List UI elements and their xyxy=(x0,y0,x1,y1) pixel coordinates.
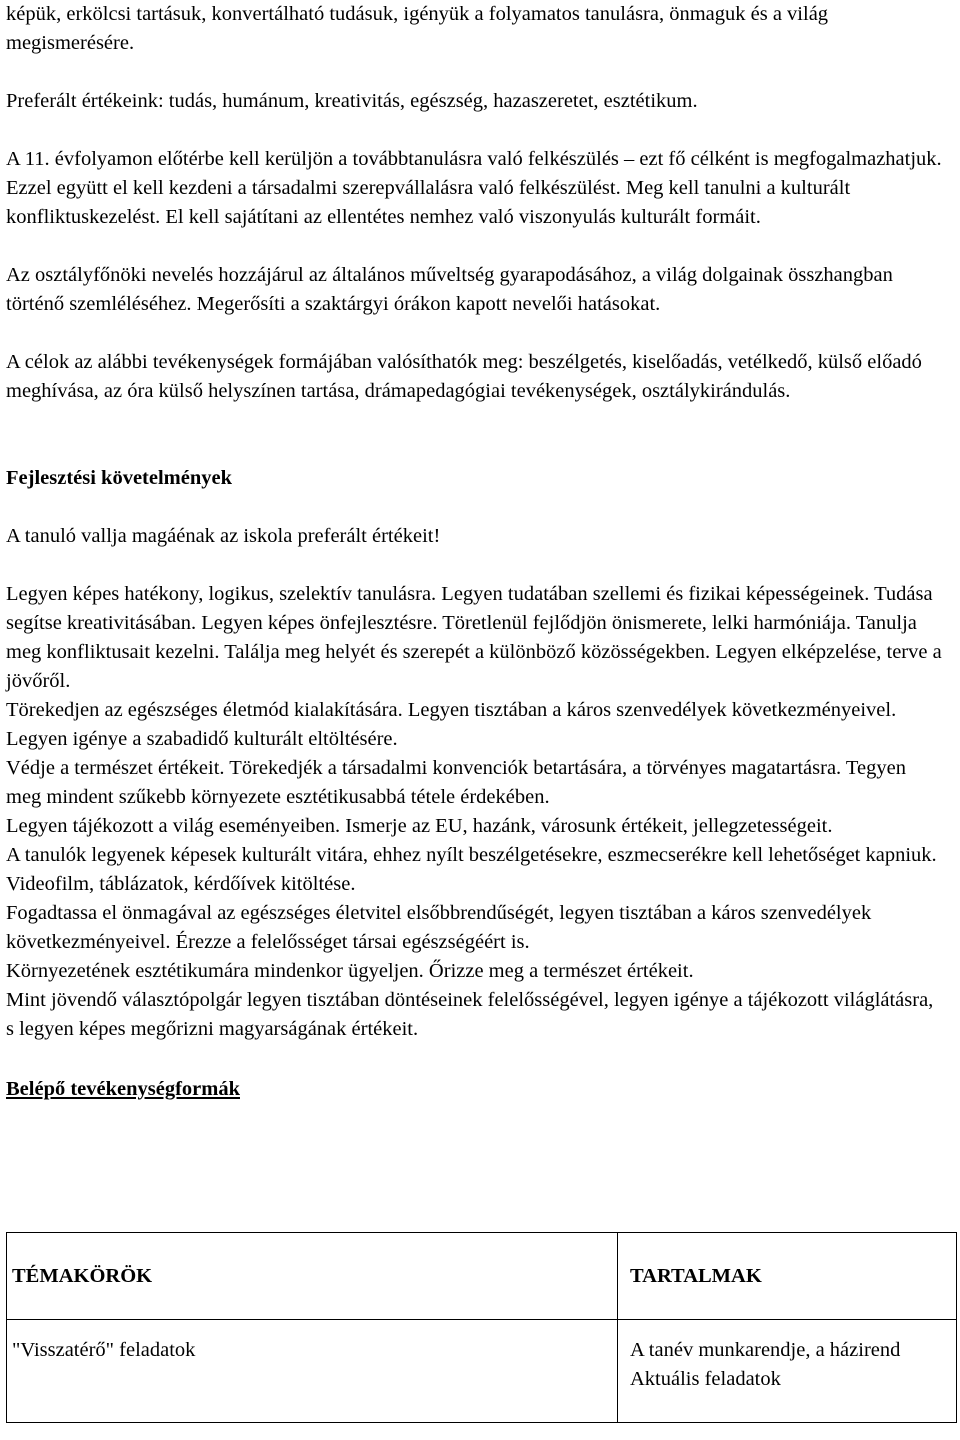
document-page xyxy=(6,0,946,1104)
section-heading-requirements: Fejlesztési követelmények xyxy=(6,467,232,489)
paragraph-activities: A célok az alábbi tevékenységek formájában valósíthatók meg: beszélgetés, kiselőadás, vetélkedő, külső előadó meghívása, az óra külső helyszínen tartása, drámapedagógiai tevékenységek, osztálykirándulás. xyxy=(6,351,922,402)
topics-table xyxy=(6,1232,957,1423)
cell-content xyxy=(618,1320,957,1423)
paragraph-grade-11: A 11. évfolyamon előtérbe kell kerüljön a továbbtanulásra való felkészülés – ezt fő célként is megfogalmazhatjuk. Ezzel együtt el kell kezdeni a társadalmi szerepvállalásra való felkészülést. Meg kell tanulni a kulturált konfliktuskezelést. El kell sajátítani az ellentétes nemhez való viszonyulás kulturált formáit. xyxy=(6,148,942,228)
requirement-item: Mint jövendő választópolgár legyen tisztában döntéseinek felelősségével, legyen igénye a tájékozott világlátásra, s legyen képes megőrizni magyarságának értékeit. xyxy=(6,989,934,1040)
cell-topic: "Visszatérő" feladatok xyxy=(7,1320,618,1423)
paragraph-homeroom-education: Az osztályfőnöki nevelés hozzájárul az általános műveltség gyarapodásához, a világ dolgainak összhangban történő szemléléséhez. Megerősíti a szaktárgyi órákon kapott nevelői hatásokat. xyxy=(6,264,893,315)
requirements-intro: A tanuló vallja magáénak az iskola preferált értékeit! xyxy=(6,525,441,547)
requirement-item: Környezetének esztétikumára mindenkor ügyeljen. Őrizze meg a természet értékeit. xyxy=(6,960,694,982)
section-heading-activity-forms: Belépő tevékenységformák xyxy=(6,1078,240,1100)
table-row xyxy=(7,1320,957,1423)
requirement-item: Törekedjen az egészséges életmód kialakítására. Legyen tisztában a káros szenvedélyek következményeivel. Legyen igénye a szabadidő kulturált eltöltésére. xyxy=(6,699,897,750)
cell-content-line: Aktuális feladatok xyxy=(630,1368,781,1390)
requirement-item: Legyen képes hatékony, logikus, szelektív tanulásra. Legyen tudatában szellemi és fizikai képességeinek. Tudása segítse kreativitásában. Legyen képes önfejlesztésre. Töretlenül fejlődjön önismerete, lelki harmóniája. Tanulja meg konfliktusait kezelni. Találja meg helyét és szerepét a különböző közösségekben. Legyen elképzelése, terve a jövőről. xyxy=(6,583,942,692)
paragraph-preferred-values: Preferált értékeink: tudás, humánum, kreativitás, egészség, hazaszeretet, esztétikum. xyxy=(6,90,698,112)
requirement-item: Legyen tájékozott a világ eseményeiben. Ismerje az EU, hazánk, városunk értékeit, jellegzetességeit. xyxy=(6,815,833,837)
table-header-row xyxy=(7,1233,957,1320)
cell-content-line: A tanév munkarendje, a házirend xyxy=(630,1339,901,1361)
requirement-item: A tanulók legyenek képesek kulturált vitára, ehhez nyílt beszélgetésekre, eszmecserékre kell lehetőséget kapniuk. Videofilm, táblázatok, kérdőívek kitöltése. xyxy=(6,844,937,895)
paragraph-values-intro: képük, erkölcsi tartásuk, konvertálható tudásuk, igényük a folyamatos tanulásra, önmaguk és a világ megismerésére. xyxy=(6,3,829,54)
header-topics: TÉMAKÖRÖK xyxy=(7,1233,618,1320)
header-contents: TARTALMAK xyxy=(618,1233,957,1320)
requirement-item: Védje a természet értékeit. Törekedjék a társadalmi konvenciók betartására, a törvényes magatartásra. Tegyen meg mindent szűkebb környezete esztétikusabbá tétele érdekében. xyxy=(6,757,906,808)
requirement-item: Fogadtassa el önmagával az egészséges életvitel elsőbbrendűségét, legyen tisztában a káros szenvedélyek következményeivel. Érezze a felelősséget társai egészségéért is. xyxy=(6,902,872,953)
requirements-list xyxy=(6,580,946,1044)
